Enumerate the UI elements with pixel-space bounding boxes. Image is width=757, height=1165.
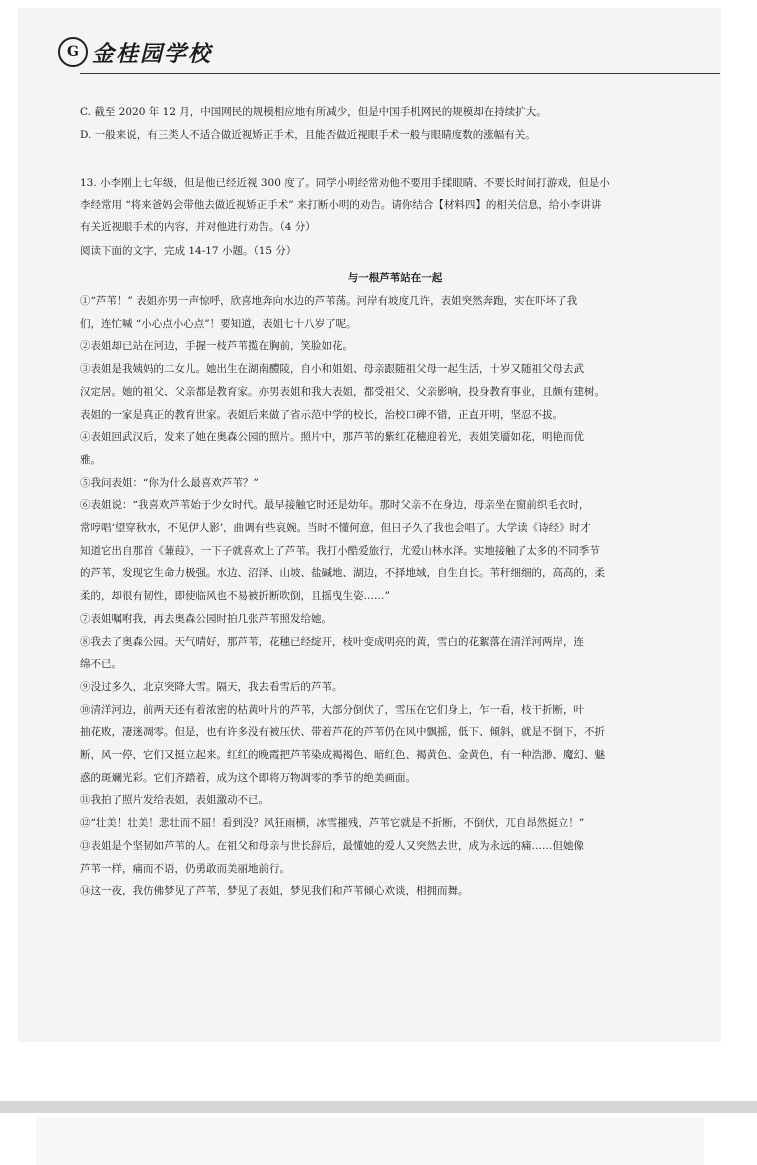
story-title: 与一根芦苇站在一起	[347, 272, 443, 284]
q13-line-1: 13. 小李刚上七年级，但是他已经近视 300 度了。同学小明经常劝他不要用手揉眼睛、不要长时间打游戏，但是小	[80, 177, 610, 189]
story-line: 惑的斑斓光彩。它们齐踏着，成为这个即将万物凋零的季节的绝美画面。	[80, 771, 416, 784]
next-page-preview	[36, 1117, 704, 1165]
story-line: 的芦苇，发现它生命力极强。水边、沼泽、山坡、盐碱地、湖边，不择地域，自生自长。苇秆细细的，高高的，柔	[80, 567, 605, 580]
story-line: ⑧我去了奥森公园。天气晴好，那芦苇，花穗已经绽开，枝叶变成明亮的黄，雪白的花絮落在清洋河两岸，连	[80, 635, 584, 648]
story-line: 雅。	[80, 453, 101, 466]
story-line: ⑤我问表姐：“你为什么最喜欢芦苇？”	[80, 476, 259, 489]
story-line: 绵不已。	[80, 658, 122, 671]
story-line: ⑨没过多久，北京突降大雪。隔天，我去看雪后的芦苇。	[80, 680, 343, 693]
option-d: D. 一般来说，有三类人不适合做近视矫正手术，且能否做近视眼手术一般与眼睛度数的涨幅有关。	[80, 129, 536, 141]
story-line: 柔的，却很有韧性，即使临风也不易被折断吹倒，且摇曳生姿……”	[80, 590, 390, 603]
q13-line-3: 有关近视眼手术的内容，并对他进行劝告。（4 分）	[80, 221, 316, 233]
story-line: 汉定居。她的祖父、父亲都是教育家。亦男表姐和我大表姐，都受祖父、父亲影响，投身教育事业，且颇有建树。	[80, 385, 605, 398]
story-line: ⑭这一夜，我仿佛梦见了芦苇，梦见了表姐，梦见我们和芦苇倾心欢谈，相拥而舞。	[80, 885, 469, 898]
story-line: ⑬表姐是个坚韧如芦苇的人。在祖父和母亲与世长辞后，最懂她的爱人又突然去世，成为永远的痛……但她像	[80, 839, 584, 852]
story-line: ⑫“壮美！壮美！悲壮而不屈！看到没？风狂雨横，冰雪摧残，芦苇它就是不折断，不倒伏，兀自昂然挺立！”	[80, 817, 585, 830]
story-line: ⑪我拍了照片发给表姐，表姐激动不已。	[80, 794, 269, 807]
story-line: 芦苇一样，痛而不语，仍勇敢而美丽地前行。	[80, 862, 290, 875]
header-rule	[80, 73, 720, 74]
school-name: 金桂园学校	[92, 40, 213, 67]
q13-line-2: 李经常用 “将来爸妈会带他去做近视矫正手术” 来打断小明的劝告。请你结合【材料四】的相关信息，给小李讲讲	[80, 199, 602, 211]
story-line: ④表姐回武汉后，发来了她在奥森公园的照片。照片中，那芦苇的紫红花穗迎着光，表姐笑靥如花，明艳而优	[80, 431, 584, 444]
story-line: ⑩清洋河边，前两天还有着浓密的枯黄叶片的芦苇，大部分倒伏了，雪压在它们身上，乍一看，枝干折断，叶	[80, 703, 584, 716]
story-line: 知道它出自那首《蒹葭》，一下子就喜欢上了芦苇。我打小酷爱旅行，尤爱山林水泽。实地接触了太多的不同季节	[80, 544, 600, 557]
story-line: 断，风一停，它们又挺立起来。红红的晚霞把芦苇染成褐褐色、暗红色、褐黄色、金黄色，有一种浩渺、魔幻、魅	[80, 749, 605, 761]
story-line: 表姐的一家是真正的教育世家。表姐后来做了省示范中学的校长，治校口碑不错，正直开明，坚忍不拔。	[80, 408, 563, 421]
school-logo: G	[58, 37, 88, 67]
story-line: ⑦表姐嘱咐我，再去奥森公园时拍几张芦苇照发给她。	[80, 612, 332, 625]
reading-instruction: 阅读下面的文字，完成 14-17 小题。（15 分）	[80, 245, 297, 257]
story-line: 常哼唱‘望穿秋水，不见伊人影’，曲调有些哀婉。当时不懂何意，但日子久了我也会唱了。大学读《诗经》时才	[80, 522, 591, 534]
page-header	[58, 32, 212, 72]
story-line: ②表姐却已站在河边，手握一枝芦苇揽在胸前，笑脸如花。	[80, 340, 353, 353]
page-divider	[0, 1101, 757, 1113]
option-c: C. 截至 2020 年 12 月，中国网民的规模相应地有所减少，但是中国手机网民的规模却在持续扩大。	[80, 106, 547, 118]
story-line: 们，连忙喊 “小心点小心点”！要知道，表姐七十八岁了呢。	[80, 317, 357, 330]
story-line: ①“芦苇！” 表姐亦男一声惊呼，欣喜地奔向水边的芦苇荡。河岸有坡度几许，表姐突然奔跑，实在吓坏了我	[80, 295, 578, 307]
story-line: ③表姐是我姨妈的二女儿。她出生在湖南醴陵，自小和姐姐、母亲跟随祖父母一起生活，十岁又随祖父母去武	[80, 363, 584, 376]
story-line: ⑥表姐说：“我喜欢芦苇始于少女时代。最早接触它时还是幼年。那时父亲不在身边，母亲坐在窗前织毛衣时，	[80, 499, 590, 512]
story-line: 抽花败，凄迷凋零。但是，也有许多没有被压伏、带着芦花的芦苇仍在风中飘摇，低下、倾斜，就是不倒下，不折	[80, 726, 605, 739]
